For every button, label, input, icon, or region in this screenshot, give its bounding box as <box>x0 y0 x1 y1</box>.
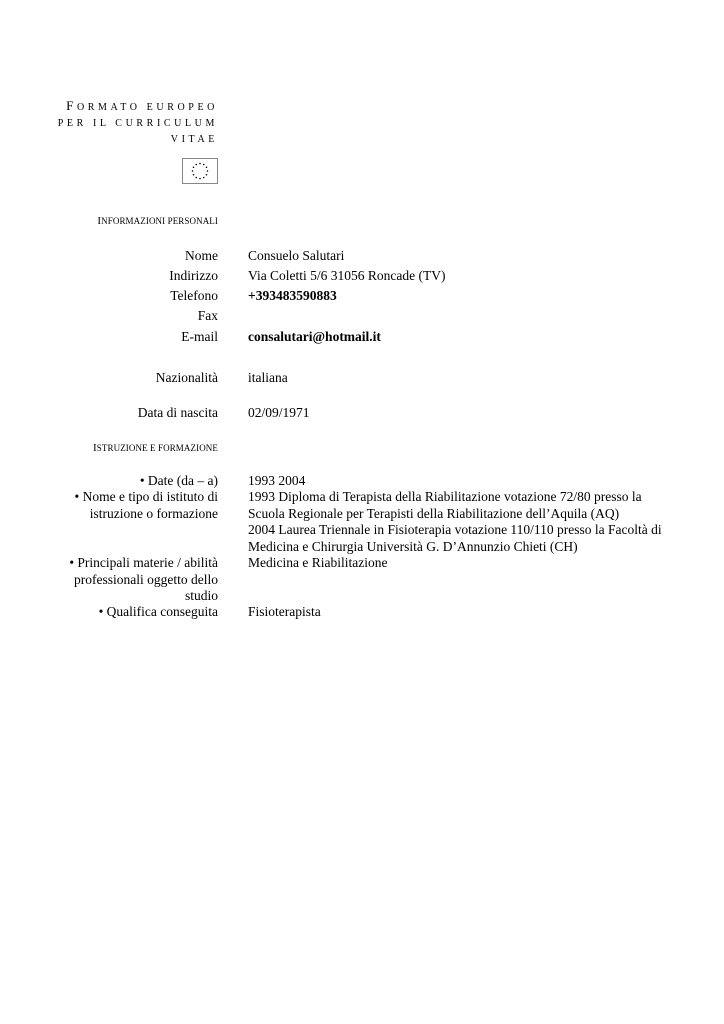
value-istituto-line-2: Scuola Regionale per Terapisti della Riabilitazione dell’Aquila (AQ) <box>248 505 620 521</box>
value-date: 1993 2004 <box>248 473 306 488</box>
label-materie <box>40 555 218 605</box>
label-telefono: Telefono <box>170 288 218 303</box>
flag-star-icon <box>203 177 205 179</box>
label-email: E-mail <box>181 329 218 344</box>
value-materie: Medicina e Riabilitazione <box>248 555 388 570</box>
flag-star-icon <box>193 174 195 176</box>
value-qualifica: Fisioterapista <box>248 604 321 619</box>
value-istituto-line-1: 1993 Diploma di Terapista della Riabilitazione votazione 72/80 presso la <box>248 489 642 504</box>
cv-title <box>40 98 218 148</box>
label-data-nascita: Data di nascita <box>137 405 218 420</box>
title-line-3: VITAE <box>170 134 218 145</box>
flag-star-icon <box>207 170 209 172</box>
value-email: consalutari@hotmail.it <box>248 329 381 344</box>
flag-star-icon <box>195 164 197 166</box>
flag-star-icon <box>193 166 195 168</box>
flag-star-icon <box>206 174 208 176</box>
flag-star-icon <box>195 177 197 179</box>
flag-star-icon <box>199 178 201 180</box>
label-nazionalita: Nazionalità <box>155 370 218 385</box>
label-qualifica: • Qualifica conseguita <box>98 604 218 619</box>
label-istituto-line-1: • Nome e tipo di istituto di <box>74 489 218 504</box>
label-nome: Nome <box>185 248 218 263</box>
flag-star-icon <box>199 163 201 165</box>
title-line-2: PER IL CURRICULUM <box>57 118 218 129</box>
section-title-education: ISTRUZIONE E FORMAZIONE <box>93 442 218 454</box>
value-data-nascita: 02/09/1971 <box>248 405 310 420</box>
eu-flag-icon <box>182 158 218 184</box>
title-line-1: FORMATO EUROPEO <box>66 98 218 113</box>
label-istituto <box>40 489 218 522</box>
value-nome: Consuelo Salutari <box>248 248 345 263</box>
flag-star-icon <box>203 164 205 166</box>
section-title-personal: INFORMAZIONI PERSONALI <box>97 215 218 227</box>
value-telefono: +393483590883 <box>248 288 337 303</box>
label-materie-line-3: studio <box>184 588 218 603</box>
label-materie-line-2: professionali oggetto dello <box>74 571 218 587</box>
value-istituto <box>248 489 688 555</box>
value-istituto-line-3: 2004 Laurea Triennale in Fisioterapia votazione 110/110 presso la Facoltà di <box>248 522 662 537</box>
label-date: • Date (da – a) <box>139 473 218 488</box>
label-materie-line-1: • Principali materie / abilità <box>69 555 218 570</box>
label-fax: Fax <box>197 308 218 323</box>
value-istituto-line-4: Medicina e Chirurgia Università G. D’Annunzio Chieti (CH) <box>248 538 578 554</box>
label-indirizzo: Indirizzo <box>169 268 218 283</box>
label-istituto-line-2: istruzione o formazione <box>89 505 218 521</box>
value-nazionalita: italiana <box>248 370 288 385</box>
flag-star-icon <box>206 166 208 168</box>
flag-star-icon <box>192 170 194 172</box>
value-indirizzo: Via Coletti 5/6 31056 Roncade (TV) <box>248 268 446 283</box>
